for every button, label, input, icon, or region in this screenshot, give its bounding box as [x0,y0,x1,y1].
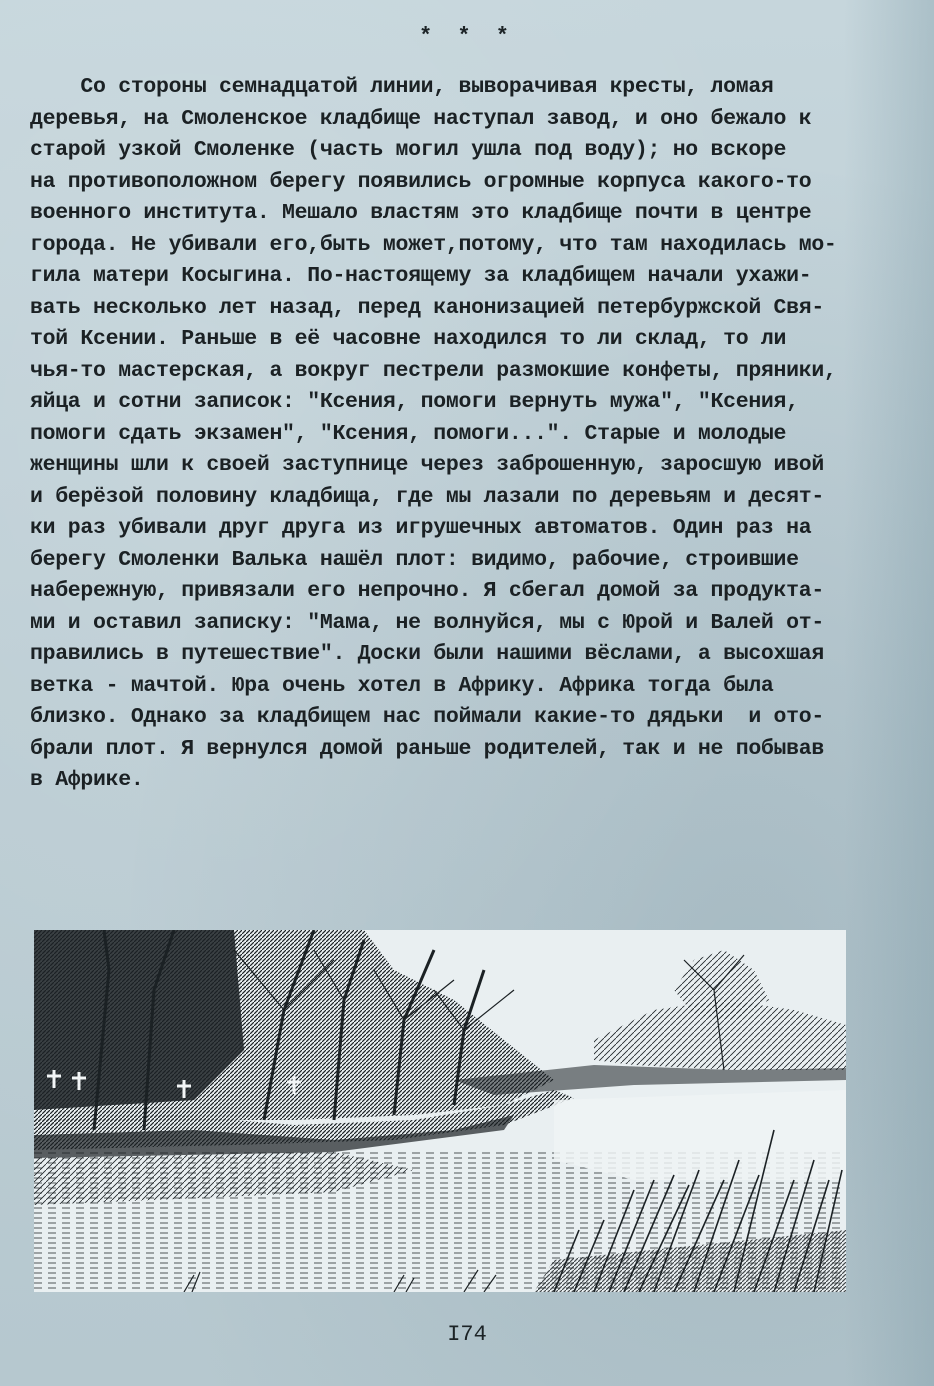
text-line: яйца и сотни записок: "Ксения, помоги вернуть мужа", "Ксения, [30,390,799,414]
body-paragraph [30,72,890,797]
text-line: деревья, на Смоленское кладбище наступал завод, и оно бежало к [30,106,812,131]
text-line: и берёзой половину кладбища, где мы лазали по деревьям и десят- [30,484,824,509]
text-line: на противоположном берегу появились огромные корпуса какого-то [30,169,812,194]
text-line: старой узкой Смоленке (часть могил ушла под воду); но вскоре [30,138,787,162]
text-line: женщины шли к своей заступнице через заброшенную, заросшую ивой [30,453,824,477]
text-line: ми и оставил записку: "Мама, не волнуйся, мы с Юрой и Валей от- [30,610,824,635]
text-line: чья-то мастерская, а вокруг пестрели размокшие конфеты, пряники, [30,358,837,383]
text-line: набережную, привязали его непрочно. Я сбегал домой за продукта- [30,579,824,603]
page-number: I74 [447,1322,487,1347]
text-line: той Ксении. Раньше в её часовне находился то ли склад, то ли [30,327,787,351]
section-ornament: * * * [418,24,515,49]
text-line: военного института. Мешало властям это кладбище почти в центре [30,201,812,225]
engraving-drawing [34,930,846,1292]
text-line: в Африке. [30,768,144,792]
text-line: вать несколько лет назад, перед канонизацией петербуржской Свя- [30,295,824,320]
text-line: ки раз убивали друг друга из игрушечных автоматов. Один раз на [30,516,812,540]
text-line: близко. Однако за кладбищем нас поймали какие-то дядьки и ото- [30,705,824,729]
text-line: берегу Смоленки Валька нашёл плот: видимо, рабочие, строившие [30,547,799,572]
text-line: Со стороны семнадцатой линии, выворачивая кресты, ломая [30,75,774,99]
river-cemetery-engraving-image [34,930,846,1292]
text-line: помоги сдать экзамен", "Ксения, помоги...". Старые и молодые [30,421,787,446]
text-line: города. Не убивали его,быть может,потому, что там находилась мо- [30,232,837,257]
text-line: брали плот. Я вернулся домой раньше родителей, так и не побывав [30,736,824,761]
text-line: правились в путешествие". Доски были нашими вёслами, а высохшая [30,642,824,666]
text-line: гила матери Косыгина. По-настоящему за кладбищем начали ухажи- [30,264,812,288]
text-line: ветка - мачтой. Юра очень хотел в Африку. Африка тогда была [30,673,774,698]
